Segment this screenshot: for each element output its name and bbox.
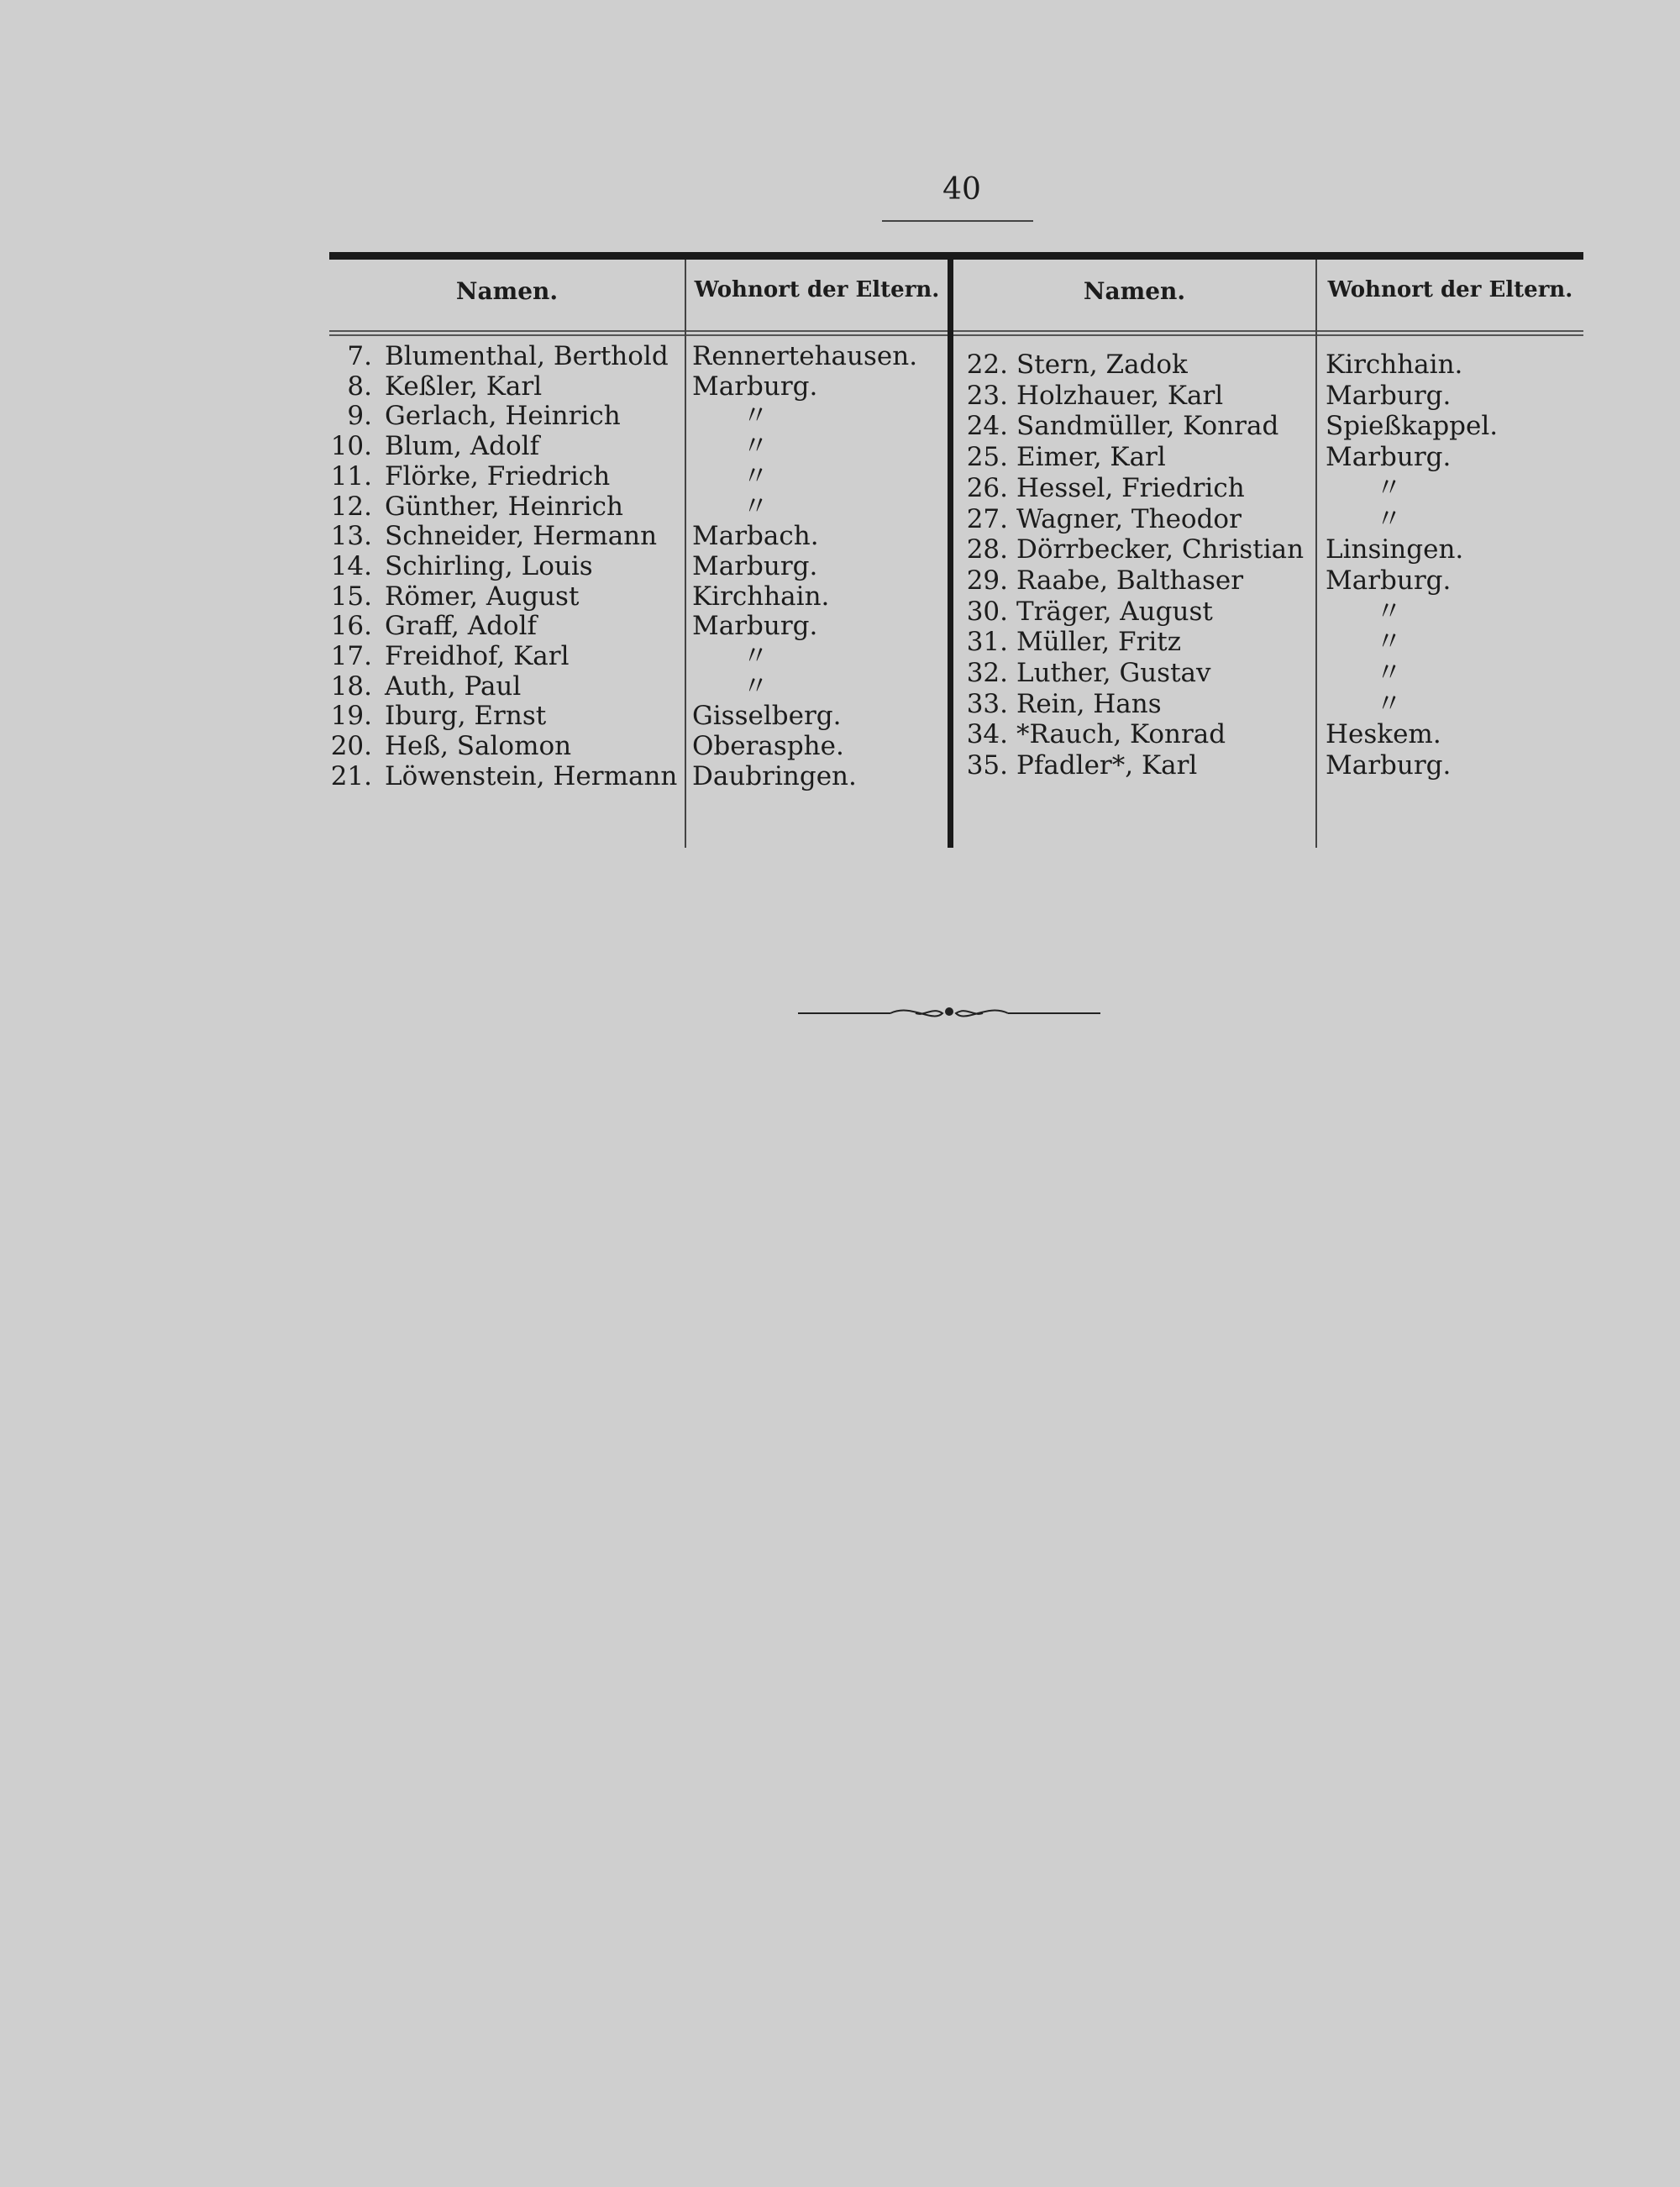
- residence: Marburg.: [1326, 380, 1452, 411]
- row-number: 23.: [966, 380, 1008, 411]
- center-divider: [948, 260, 953, 848]
- person-name: Blumenthal, Berthold: [385, 341, 669, 371]
- row-number: 9.: [347, 401, 372, 432]
- person-name: Stern, Zadok: [1016, 350, 1188, 380]
- residence: Marburg.: [692, 371, 818, 402]
- residence: Marbach.: [692, 521, 819, 552]
- row-number: 29.: [966, 565, 1008, 596]
- row-number: 24.: [966, 411, 1008, 442]
- person-name: Rein, Hans: [1016, 688, 1162, 719]
- person-name: Eimer, Karl: [1016, 442, 1166, 473]
- header-names-left: Namen.: [455, 277, 559, 305]
- ditto-mark: 〃: [743, 670, 769, 702]
- row-number: 14.: [330, 550, 372, 581]
- person-name: Keßler, Karl: [385, 371, 543, 402]
- row-number: 27.: [966, 503, 1008, 534]
- page-number-rule: [882, 220, 1033, 222]
- ornament-divider-icon: [798, 998, 1100, 1028]
- person-name: Freidhof, Karl: [385, 641, 570, 671]
- person-name: Müller, Fritz: [1016, 627, 1182, 658]
- residence: Marburg.: [1326, 565, 1452, 596]
- table-top-rule: [329, 252, 1583, 260]
- row-number: 11.: [330, 460, 372, 492]
- row-number: 33.: [966, 688, 1008, 719]
- header-rule: [329, 330, 1583, 332]
- residence: Heskem.: [1326, 719, 1441, 750]
- person-name: Blum, Adolf: [385, 431, 540, 462]
- person-name: Flörke, Friedrich: [385, 460, 611, 492]
- person-name: Günther, Heinrich: [385, 491, 623, 522]
- row-number: 25.: [966, 442, 1008, 473]
- ditto-mark: 〃: [743, 431, 769, 462]
- row-number: 8.: [347, 371, 372, 402]
- residence: Rennertehausen.: [692, 341, 918, 371]
- residence: Marburg.: [692, 550, 818, 581]
- page-number: 40: [942, 172, 981, 207]
- person-name: Hessel, Friedrich: [1016, 472, 1245, 503]
- residence: Marburg.: [1326, 442, 1452, 473]
- header-rule: [329, 334, 1583, 336]
- header-residence-right: Wohnort der Eltern.: [1327, 277, 1573, 302]
- person-name: Schirling, Louis: [385, 550, 593, 581]
- header-names-right: Namen.: [1083, 277, 1186, 305]
- row-number: 17.: [330, 641, 372, 671]
- person-name: Heß, Salomon: [385, 731, 572, 762]
- header-residence-left: Wohnort der Eltern.: [694, 277, 940, 302]
- row-number: 12.: [330, 491, 372, 522]
- person-name: Graff, Adolf: [385, 611, 537, 642]
- person-name: Schneider, Hermann: [385, 521, 658, 552]
- ditto-mark: 〃: [1376, 472, 1402, 503]
- ditto-mark: 〃: [743, 641, 769, 671]
- row-number: 32.: [966, 658, 1008, 688]
- ditto-mark: 〃: [1376, 627, 1402, 658]
- ditto-mark: 〃: [1376, 658, 1402, 688]
- person-name: Dörrbecker, Christian: [1016, 534, 1305, 565]
- person-name: Pfadler*, Karl: [1016, 750, 1198, 781]
- residence: Marburg.: [1326, 750, 1452, 781]
- ditto-mark: 〃: [743, 401, 769, 432]
- person-name: *Rauch, Konrad: [1016, 719, 1226, 750]
- residence: Gisselberg.: [692, 701, 842, 732]
- ditto-mark: 〃: [1376, 596, 1402, 627]
- row-number: 26.: [966, 472, 1008, 503]
- row-number: 19.: [330, 701, 372, 732]
- person-name: Auth, Paul: [385, 670, 522, 702]
- row-number: 15.: [330, 581, 372, 612]
- residence: Kirchhain.: [1326, 350, 1463, 380]
- person-name: Iburg, Ernst: [385, 701, 547, 732]
- column-divider: [685, 260, 686, 848]
- ditto-mark: 〃: [1376, 688, 1402, 719]
- ditto-mark: 〃: [1376, 503, 1402, 534]
- row-number: 7.: [347, 341, 372, 371]
- residence: Oberasphe.: [692, 731, 844, 762]
- row-number: 22.: [966, 350, 1008, 380]
- residence: Spießkappel.: [1326, 411, 1499, 442]
- person-name: Sandmüller, Konrad: [1016, 411, 1279, 442]
- ditto-mark: 〃: [743, 460, 769, 492]
- residence: Kirchhain.: [692, 581, 830, 612]
- residence: Marburg.: [692, 611, 818, 642]
- row-number: 20.: [330, 731, 372, 762]
- residence: Daubringen.: [692, 760, 857, 791]
- ditto-mark: 〃: [743, 491, 769, 522]
- row-number: 34.: [966, 719, 1008, 750]
- person-name: Löwenstein, Hermann: [385, 760, 678, 791]
- residence: Linsingen.: [1326, 534, 1464, 565]
- row-number: 35.: [966, 750, 1008, 781]
- person-name: Römer, August: [385, 581, 580, 612]
- person-name: Holzhauer, Karl: [1016, 380, 1224, 411]
- row-number: 31.: [966, 627, 1008, 658]
- person-name: Gerlach, Heinrich: [385, 401, 621, 432]
- person-name: Raabe, Balthaser: [1016, 565, 1244, 596]
- person-name: Wagner, Theodor: [1016, 503, 1242, 534]
- column-divider: [1315, 260, 1317, 848]
- row-number: 16.: [330, 611, 372, 642]
- row-number: 10.: [330, 431, 372, 462]
- person-name: Luther, Gustav: [1016, 658, 1211, 688]
- row-number: 30.: [966, 596, 1008, 627]
- person-name: Träger, August: [1016, 596, 1213, 627]
- row-number: 13.: [330, 521, 372, 552]
- row-number: 21.: [330, 760, 372, 791]
- row-number: 18.: [330, 670, 372, 702]
- row-number: 28.: [966, 534, 1008, 565]
